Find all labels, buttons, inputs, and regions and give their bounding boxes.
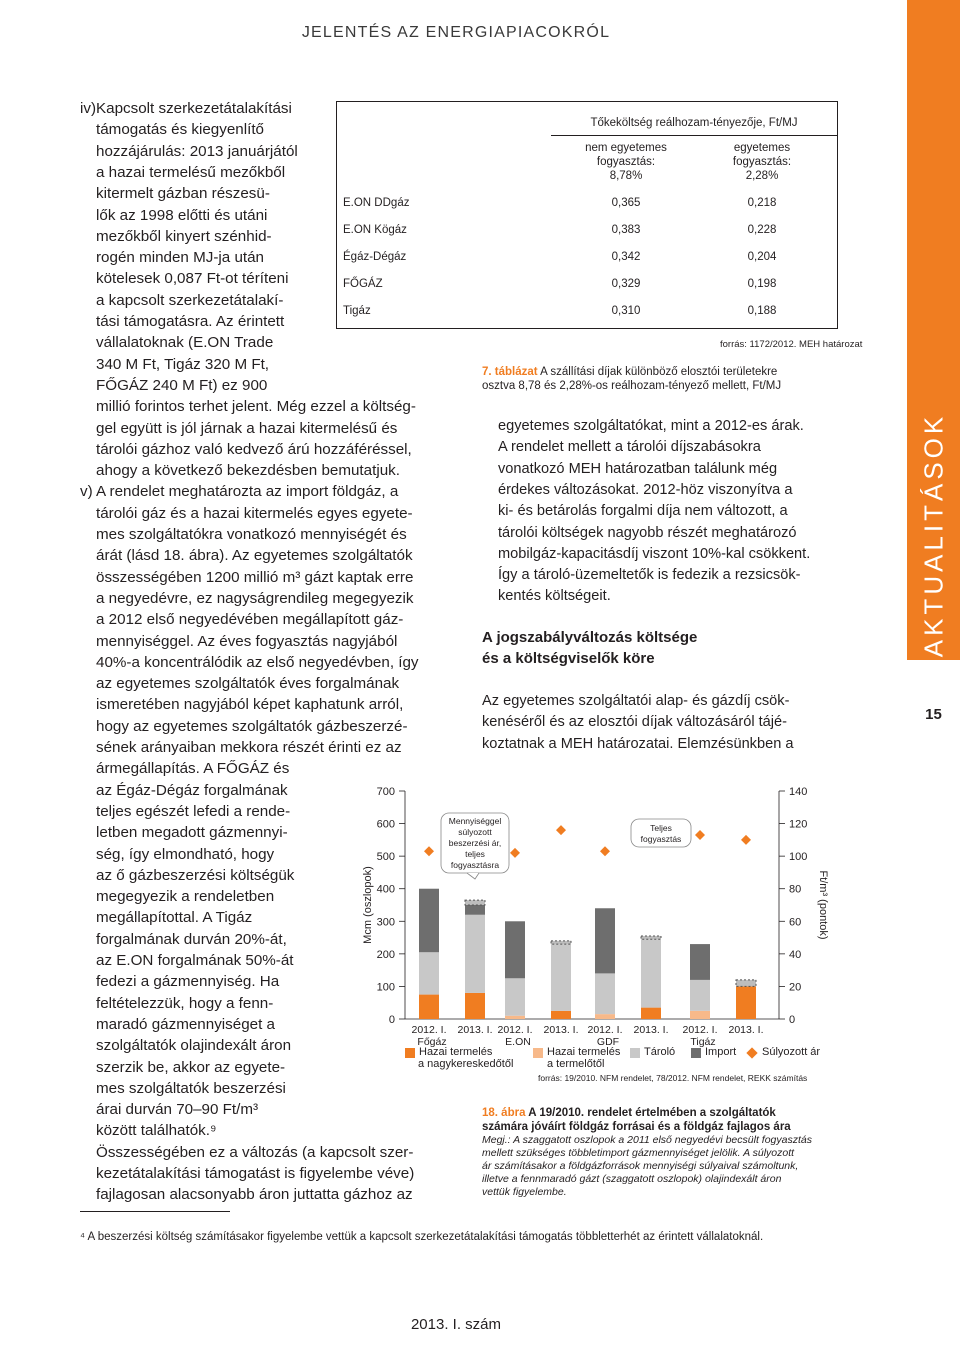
body-line: teljes egészét lefedi a rende- bbox=[96, 802, 291, 820]
body-line: fajlagosan alacsonyabb áron juttatta gázhoz az bbox=[96, 1186, 413, 1204]
y-right-tick-label: 80 bbox=[789, 883, 802, 896]
annotation-text: teljes bbox=[465, 849, 485, 859]
legend-label: Hazai termelés bbox=[547, 1046, 621, 1058]
table-caption-line1: A szállítási díjak különböző elosztói területekre bbox=[540, 366, 778, 378]
table-row-value: 0,204 bbox=[747, 251, 777, 263]
body-line: szolgáltatók olajindexált áron bbox=[96, 1037, 292, 1055]
tariff-table bbox=[336, 101, 838, 329]
body-line: ki- és betárolás forgalmi díja nem változott, a bbox=[498, 503, 788, 520]
y-left-tick-label: 500 bbox=[376, 851, 395, 864]
price-point bbox=[510, 848, 520, 858]
annotation-text: fogyasztásra bbox=[450, 860, 500, 870]
body-line: támogatás és kiegyenlítő bbox=[96, 121, 265, 139]
body-line: Az egyetemes szolgáltatói alap- és gázdíj csök- bbox=[482, 693, 790, 709]
annotation-text: Mennyiséggel bbox=[448, 816, 502, 826]
body-line: gel együtt is jól járnak a hazai kitermelésű és bbox=[96, 419, 398, 437]
body-line: mes szolgáltatókra vonatkozó mennyiségét és bbox=[96, 526, 407, 543]
price-point bbox=[424, 846, 434, 856]
legend-swatch bbox=[691, 1048, 701, 1058]
table-row-value: 0,218 bbox=[747, 197, 777, 209]
body-line: mes szolgáltatók beszerzési bbox=[96, 1079, 286, 1097]
body-line: között találhatók.⁹ bbox=[96, 1122, 217, 1140]
price-point bbox=[600, 846, 610, 856]
body-line: mezőkből kinyert szénhid- bbox=[96, 227, 272, 245]
body-line: megállapítottal. A Tigáz bbox=[96, 909, 253, 927]
bar-segment bbox=[736, 980, 756, 987]
y-right-tick-label: 120 bbox=[789, 818, 808, 831]
body-line: ség, így elmondható, hogy bbox=[96, 845, 275, 863]
bar-segment bbox=[641, 936, 661, 939]
body-line: kezetátalakítási támogatást is figyelembe véve) bbox=[96, 1165, 415, 1182]
body-line: árai durván 70–90 Ft/m³ bbox=[96, 1101, 259, 1119]
body-line: vállalatoknak (E.ON Trade bbox=[96, 334, 274, 352]
table-row-value: 0,188 bbox=[747, 305, 777, 317]
body-line: koztatnak a MEH határozatai. Elemzésünkben a bbox=[482, 735, 794, 752]
body-line: sének arányaiban mekkora részét érinti ez az bbox=[96, 739, 402, 756]
body-line: ahogy a következő bekezdésben bemutatjuk. bbox=[96, 462, 400, 480]
chart-caption-number: 18. ábra bbox=[482, 1107, 526, 1119]
body-line: Összességében ez a változás (a kapcsolt szer- bbox=[96, 1143, 414, 1161]
chart-note-line: ár számításakor a földgázforrások mennyiségi súlyaival számoltunk, bbox=[482, 1160, 799, 1172]
body-line: rogén minden MJ-ja után bbox=[96, 249, 264, 267]
y-left-axis-label: Mcm (oszlopok) bbox=[362, 866, 374, 944]
legend-label: Súlyozott ár bbox=[762, 1046, 821, 1058]
bar-segment bbox=[690, 980, 710, 1011]
col1-header-line: 8,78% bbox=[609, 170, 643, 182]
x-tick-label: 2013. I. bbox=[543, 1024, 579, 1036]
bar-segment bbox=[551, 941, 571, 944]
body-line: 340 M Ft, Tigáz 320 M Ft, bbox=[96, 355, 270, 373]
chart-caption bbox=[482, 1106, 791, 1134]
x-tick-label: 2012. I. bbox=[682, 1024, 718, 1036]
body-line: az E.ON forgalmának 50%-át bbox=[96, 952, 294, 969]
body-line: hogy az egyetemes szolgáltatók gázbeszerzé- bbox=[96, 717, 408, 735]
y-right-axis-label: Ft/m³ (pontok) bbox=[817, 870, 829, 940]
legend-label: a nagykereskedőtől bbox=[418, 1058, 514, 1070]
legend-swatch bbox=[533, 1048, 543, 1058]
body-line: összességében 1200 millió m³ gázt kaptak erre bbox=[96, 568, 414, 586]
y-right-tick-label: 60 bbox=[789, 916, 802, 929]
bar-segment bbox=[690, 944, 710, 980]
x-tick-label: 2012. I. bbox=[497, 1024, 533, 1036]
table-row-value: 0,198 bbox=[747, 278, 777, 290]
section-tab-label: AKTUALITÁSOK bbox=[918, 412, 948, 658]
bar-segment bbox=[465, 915, 485, 993]
price-point bbox=[741, 835, 751, 845]
issue-footer: 2013. I. szám bbox=[410, 1316, 502, 1333]
section-heading-line1: A jogszabályváltozás költsége bbox=[482, 629, 698, 646]
body-line: a hazai termelésű mezőkből bbox=[96, 163, 286, 181]
x-tick-label: 2013. I. bbox=[457, 1024, 493, 1036]
body-line: 40%-a koncentrálódik az első negyedévben, így bbox=[96, 653, 419, 671]
bar-segment bbox=[505, 1016, 525, 1019]
body-line: lők az 1998 előtti és utáni bbox=[96, 206, 268, 224]
bar-segment bbox=[595, 1014, 615, 1019]
y-right-tick-label: 100 bbox=[789, 851, 808, 864]
body-line: v) A rendelet meghatározta az import földgáz, a bbox=[80, 483, 399, 501]
y-left-tick-label: 200 bbox=[376, 948, 395, 961]
bar-segment bbox=[419, 952, 439, 994]
table-source: forrás: 1172/2012. MEH határozat bbox=[720, 339, 863, 350]
bar-segment bbox=[595, 973, 615, 1014]
sources-chart bbox=[355, 775, 835, 1085]
x-group-label: GDF bbox=[596, 1036, 620, 1048]
body-line: mennyiséggel. Az éves fogyasztás nagyjából bbox=[96, 632, 398, 650]
y-right-tick-label: 20 bbox=[789, 981, 802, 994]
running-header: JELENTÉS AZ ENERGIAPIACOKRÓL bbox=[301, 24, 611, 41]
table-row-name: Égáz-Dégáz bbox=[343, 251, 407, 263]
body-line: az egyetemes szolgáltatók éves forgalmának bbox=[96, 675, 400, 693]
bar-segment bbox=[465, 900, 485, 905]
chart-caption-line1: A 19/2010. rendelet értelmében a szolgáltatók bbox=[528, 1107, 776, 1119]
bar-segment bbox=[551, 944, 571, 1011]
col2-header-line: egyetemes bbox=[733, 142, 791, 154]
table-caption-number: 7. táblázat bbox=[482, 366, 538, 378]
y-left-tick-label: 700 bbox=[376, 786, 395, 798]
x-tick-label: 2012. I. bbox=[411, 1024, 447, 1036]
annotation-text: beszerzési ár, bbox=[448, 838, 502, 848]
y-left-tick-label: 400 bbox=[376, 883, 395, 896]
x-group-label: Főgáz bbox=[417, 1036, 447, 1048]
table-row-name: E.ON DDgáz bbox=[343, 197, 410, 209]
table-row-value: 0,310 bbox=[611, 305, 641, 317]
body-line: ismeretében nagyjából képet kaphatunk arról, bbox=[96, 696, 404, 714]
chart-note-line: Megj.: A szaggatott oszlopok a 2011 első negyedévi becsült fogyasztás bbox=[482, 1134, 812, 1146]
body-line: a 2012 első negyedévében megállapított gáz- bbox=[96, 611, 404, 629]
body-line: tási támogatásra. Az érintett bbox=[96, 313, 285, 330]
legend-swatch bbox=[405, 1048, 415, 1058]
footnote-rule bbox=[80, 1211, 230, 1212]
body-line: ármegállapítás. A FŐGÁZ és bbox=[96, 760, 290, 778]
footnote: ⁴ A beszerzési költség számításakor figyelembe vettük a kapcsolt szerkezetátalakítási támogatás többletterhét az érintett vállalatoknál. bbox=[80, 1231, 764, 1243]
bar-segment bbox=[736, 986, 756, 1019]
body-line: az ő gázbeszerzési költségük bbox=[96, 866, 295, 884]
y-right-tick-label: 40 bbox=[789, 948, 802, 961]
bar-segment bbox=[419, 995, 439, 1019]
body-line: kitermelt gázban részesü- bbox=[96, 185, 270, 203]
annotation-text: súlyozott bbox=[458, 827, 492, 837]
body-line: kentés költségeit. bbox=[498, 588, 611, 605]
legend-label: a termelőtől bbox=[547, 1058, 605, 1070]
body-line: letben megadott gázmennyi- bbox=[96, 824, 288, 842]
bar-segment bbox=[641, 1008, 661, 1019]
chart-note-line: illetve a fennmaradó gázt (szaggatott oszlopok) olajindexált áron bbox=[482, 1173, 782, 1185]
section-tab-label-wrap bbox=[907, 0, 960, 660]
table-row-name: Tigáz bbox=[343, 305, 371, 317]
x-group-label: Tigáz bbox=[690, 1036, 716, 1048]
body-line: mobilgáz-kapacitásdíj viszont 10%-kal csökkent. bbox=[498, 545, 811, 562]
table-row-value: 0,329 bbox=[611, 278, 641, 290]
bar-segment bbox=[419, 889, 439, 953]
x-tick-label: 2013. I. bbox=[633, 1024, 669, 1036]
body-line: hozzájárulás: 2013 januárjától bbox=[96, 142, 298, 160]
chart-note-line: mellett szükséges többletimport gázmennyiséget jelölik. A súlyozott bbox=[482, 1147, 795, 1159]
body-line: a negyedévre, ez nagyságrendileg megegyezik bbox=[96, 589, 414, 607]
chart-note-line: vettük figyelembe. bbox=[482, 1186, 567, 1198]
bar-segment bbox=[465, 905, 485, 915]
table-row-value: 0,365 bbox=[611, 197, 641, 209]
body-line: vonatkozó MEH határozatban találunk még bbox=[498, 460, 778, 477]
col1-header-line: nem egyetemes bbox=[585, 142, 667, 154]
legend-label: Hazai termelés bbox=[419, 1046, 493, 1058]
body-line: iv)Kapcsolt szerkezetátalakítási bbox=[80, 100, 292, 117]
legend-label: Tároló bbox=[644, 1046, 676, 1058]
body-line: tárolói költségek nagyobb részét meghatározó bbox=[498, 524, 797, 541]
col1-header-line: fogyasztás: bbox=[596, 156, 656, 168]
body-line: FŐGÁZ 240 M Ft) ez 900 bbox=[96, 376, 268, 394]
body-line: kenéséről és az elosztói díjak változásáról tájé- bbox=[482, 714, 788, 731]
legend-swatch bbox=[630, 1048, 640, 1058]
table-group-header: Tőkeköltség reálhozam-tényezője, Ft/MJ bbox=[590, 117, 798, 129]
annotation-text: fogyasztás bbox=[640, 834, 682, 844]
y-left-tick-label: 0 bbox=[388, 1014, 395, 1026]
y-left-tick-label: 100 bbox=[376, 981, 395, 994]
body-line: fedezi a gázmennyiség. Ha bbox=[96, 973, 280, 991]
section-heading-line2: és a költségviselők köre bbox=[482, 650, 655, 667]
annotation-pointer bbox=[467, 873, 479, 879]
table-col1-header bbox=[551, 141, 701, 183]
body-line: A rendelet mellett a tárolói díjszabásokra bbox=[498, 439, 761, 456]
y-right-tick-label: 0 bbox=[789, 1014, 796, 1026]
body-line: tárolói gáz és a hazai kitermelés egyes egyete- bbox=[96, 504, 413, 522]
y-left-tick-label: 300 bbox=[376, 916, 395, 929]
bar-segment bbox=[690, 1011, 710, 1019]
bar-segment bbox=[465, 993, 485, 1019]
annotation-text: Teljes bbox=[650, 823, 672, 833]
y-left-tick-label: 600 bbox=[376, 818, 395, 831]
body-line: megegyezik a rendeletben bbox=[96, 888, 275, 906]
legend-label: Import bbox=[705, 1046, 737, 1058]
bar-segment bbox=[551, 1011, 571, 1019]
body-line: az Égáz-Dégáz forgalmának bbox=[96, 781, 288, 799]
body-line: forgalmának durván 20%-át, bbox=[96, 930, 287, 948]
bar-segment bbox=[505, 921, 525, 978]
chart-source: forrás: 19/2010. NFM rendelet, 78/2012. NFM rendelet, REKK számítás bbox=[538, 1073, 808, 1083]
table-row-value: 0,342 bbox=[611, 251, 641, 263]
table-row-value: 0,228 bbox=[747, 224, 777, 236]
body-line: feltételezzük, hogy a fenn- bbox=[96, 994, 274, 1012]
table-caption bbox=[482, 365, 781, 393]
chart-caption-line2: számára jóváírt földgáz forrásai és a földgáz fajlagos ára bbox=[482, 1121, 791, 1133]
body-line: maradó gázmennyiséget a bbox=[96, 1015, 275, 1033]
body-line: kötelesek 0,087 Ft-ot téríteni bbox=[96, 270, 289, 288]
x-tick-label: 2013. I. bbox=[728, 1024, 764, 1036]
body-line: szerzik be, akkor az egyete- bbox=[96, 1058, 286, 1076]
x-group-label: E.ON bbox=[505, 1036, 531, 1048]
bar-segment bbox=[595, 908, 615, 973]
table-caption-line2: osztva 8,78 és 2,28%-os reálhozam-tényező mellett, Ft/MJ bbox=[482, 380, 782, 392]
page-number: 15 bbox=[925, 706, 942, 723]
table-row-name: E.ON Kögáz bbox=[343, 224, 407, 236]
price-point bbox=[556, 825, 566, 835]
body-line: érdekes változásokat. 2012-höz viszonyítva a bbox=[498, 481, 793, 498]
price-point bbox=[695, 830, 705, 840]
body-line: a kapcsolt szerkezetátalakí- bbox=[96, 291, 284, 309]
body-line: árát (lásd 18. ábra). Az egyetemes szolgáltatók bbox=[96, 547, 413, 565]
table-header-rule bbox=[551, 135, 837, 136]
bar-segment bbox=[505, 978, 525, 1015]
table-row-name: FŐGÁZ bbox=[343, 278, 383, 290]
col2-header-line: fogyasztás: bbox=[732, 156, 792, 168]
body-line: egyetemes szolgáltatókat, mint a 2012-es árak. bbox=[498, 418, 804, 434]
table-row-value: 0,383 bbox=[611, 224, 641, 236]
body-line: Így a tároló-üzemeltetők is fedezik a rezsicsök- bbox=[498, 567, 801, 584]
x-tick-label: 2012. I. bbox=[587, 1024, 623, 1036]
bar-segment bbox=[641, 939, 661, 1007]
body-line: tárolói gázhoz való kedvező árú hozzáféréssel, bbox=[96, 440, 412, 458]
body-line: millió forintos terhet jelent. Még ezzel a költség- bbox=[96, 398, 416, 416]
col2-header-line: 2,28% bbox=[745, 170, 779, 182]
y-right-tick-label: 140 bbox=[789, 786, 808, 798]
table-col2-header bbox=[687, 141, 837, 183]
